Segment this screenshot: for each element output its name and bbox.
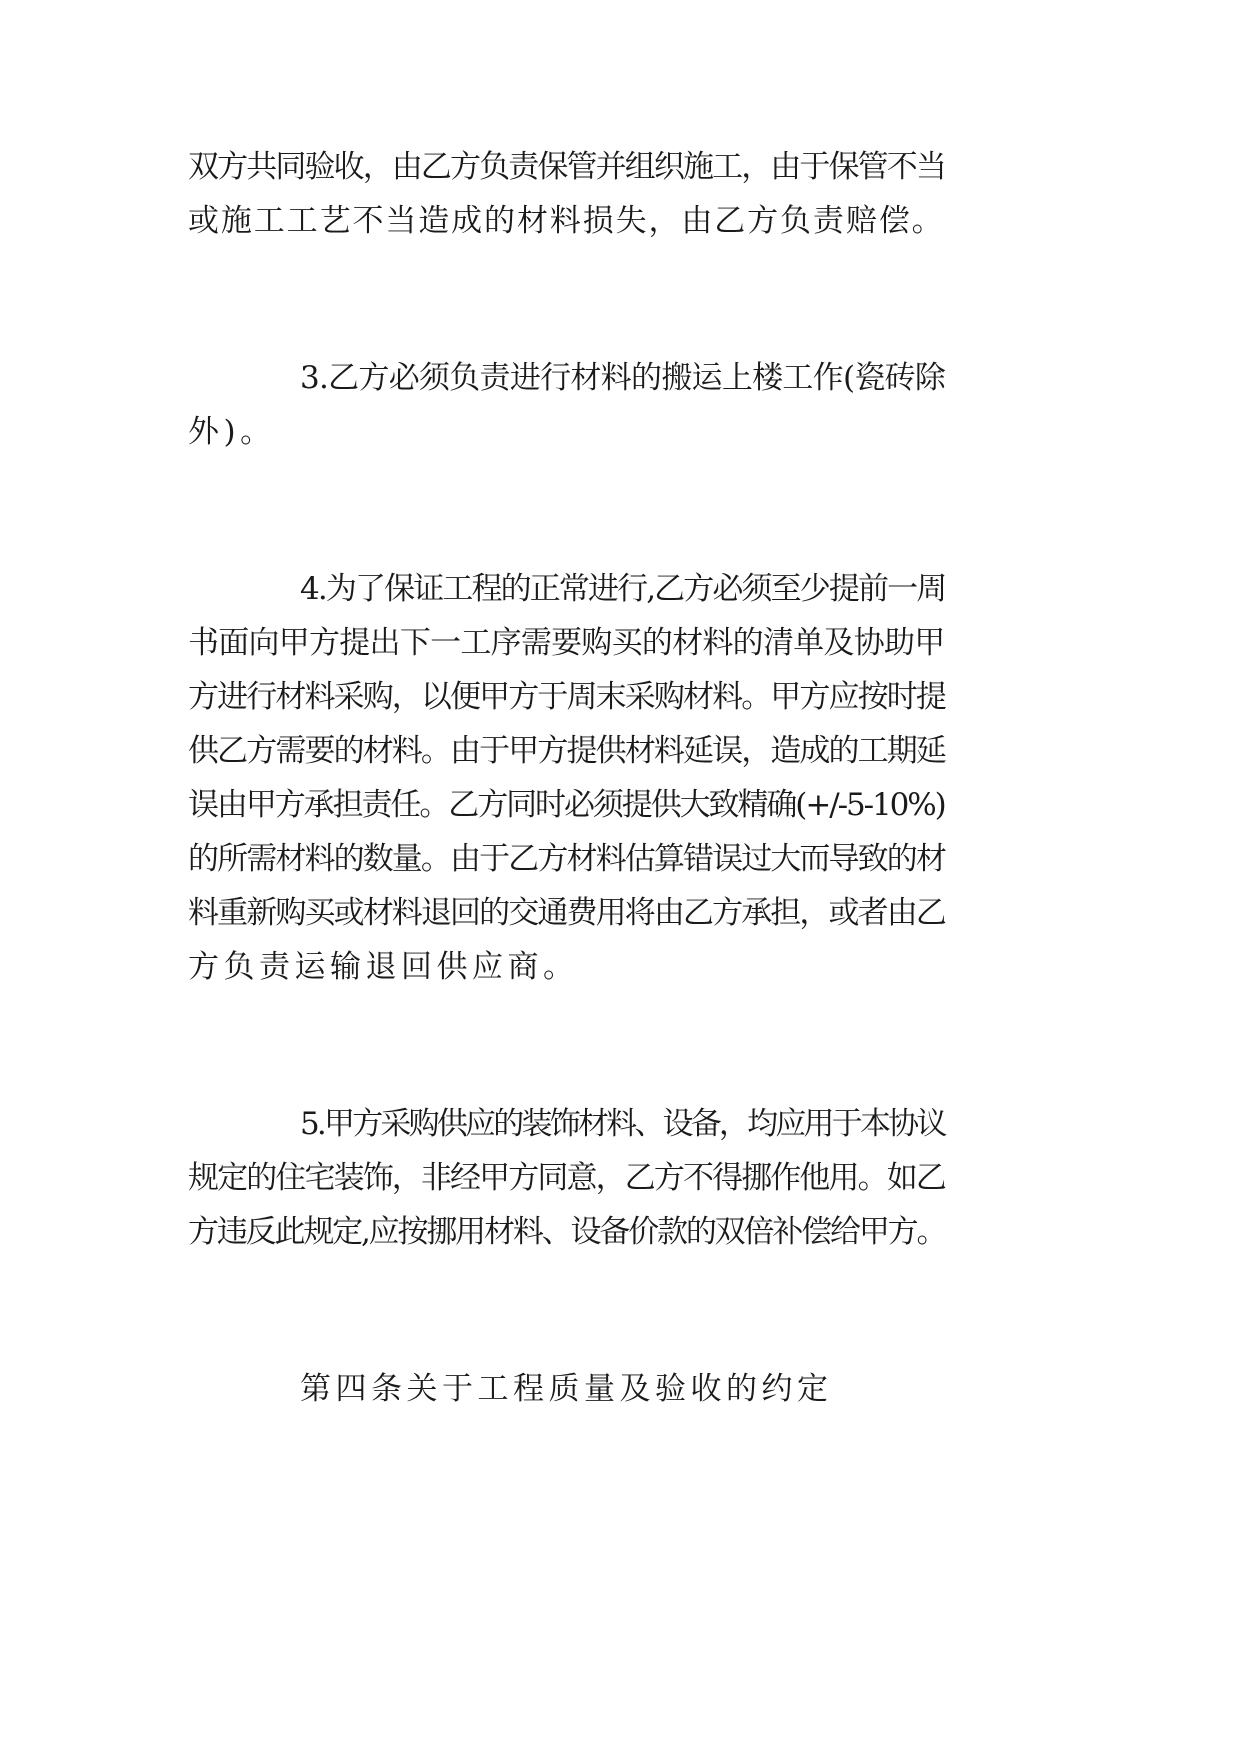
text-line: 误由甲方承担责任。乙方同时必须提供大致精确(+/-5-10%) (188, 787, 945, 823)
text-line: 3.乙方必须负责进行材料的搬运上楼工作(瓷砖除 (300, 360, 946, 396)
text-line: 料重新购买或材料退回的交通费用将由乙方承担，或者由乙 (188, 895, 945, 931)
text-line: 4.为了保证工程的正常进行,乙方必须至少提前一周 (300, 571, 946, 607)
text-line: 方违反此规定,应按挪用材料、设备价款的双倍补偿给甲方。 (188, 1214, 946, 1250)
text-line: 方负责运输退回供应商。 (188, 949, 579, 985)
text-line: 或施工工艺不当造成的材料损失，由乙方负责赔偿。 (188, 203, 945, 239)
text-line: 规定的住宅装饰，非经甲方同意，乙方不得挪作他用。如乙 (188, 1160, 945, 1196)
text-line: 方进行材料采购，以便甲方于周末采购材料。甲方应按时提 (188, 679, 945, 715)
text-line: 5.甲方采购供应的装饰材料、设备，均应用于本协议 (300, 1106, 945, 1142)
text-line: 的所需材料的数量。由于乙方材料估算错误过大而导致的材 (188, 841, 945, 877)
text-line: 外)。 (188, 414, 276, 450)
text-line: 双方共同验收，由乙方负责保管并组织施工，由于保管不当 (188, 149, 945, 185)
text-line: 书面向甲方提出下一工序需要购买的材料的清单及协助甲 (188, 625, 945, 661)
text-line: 供乙方需要的材料。由于甲方提供材料延误，造成的工期延 (188, 733, 945, 769)
section-heading: 第四条关于工程质量及验收的约定 (300, 1371, 833, 1407)
